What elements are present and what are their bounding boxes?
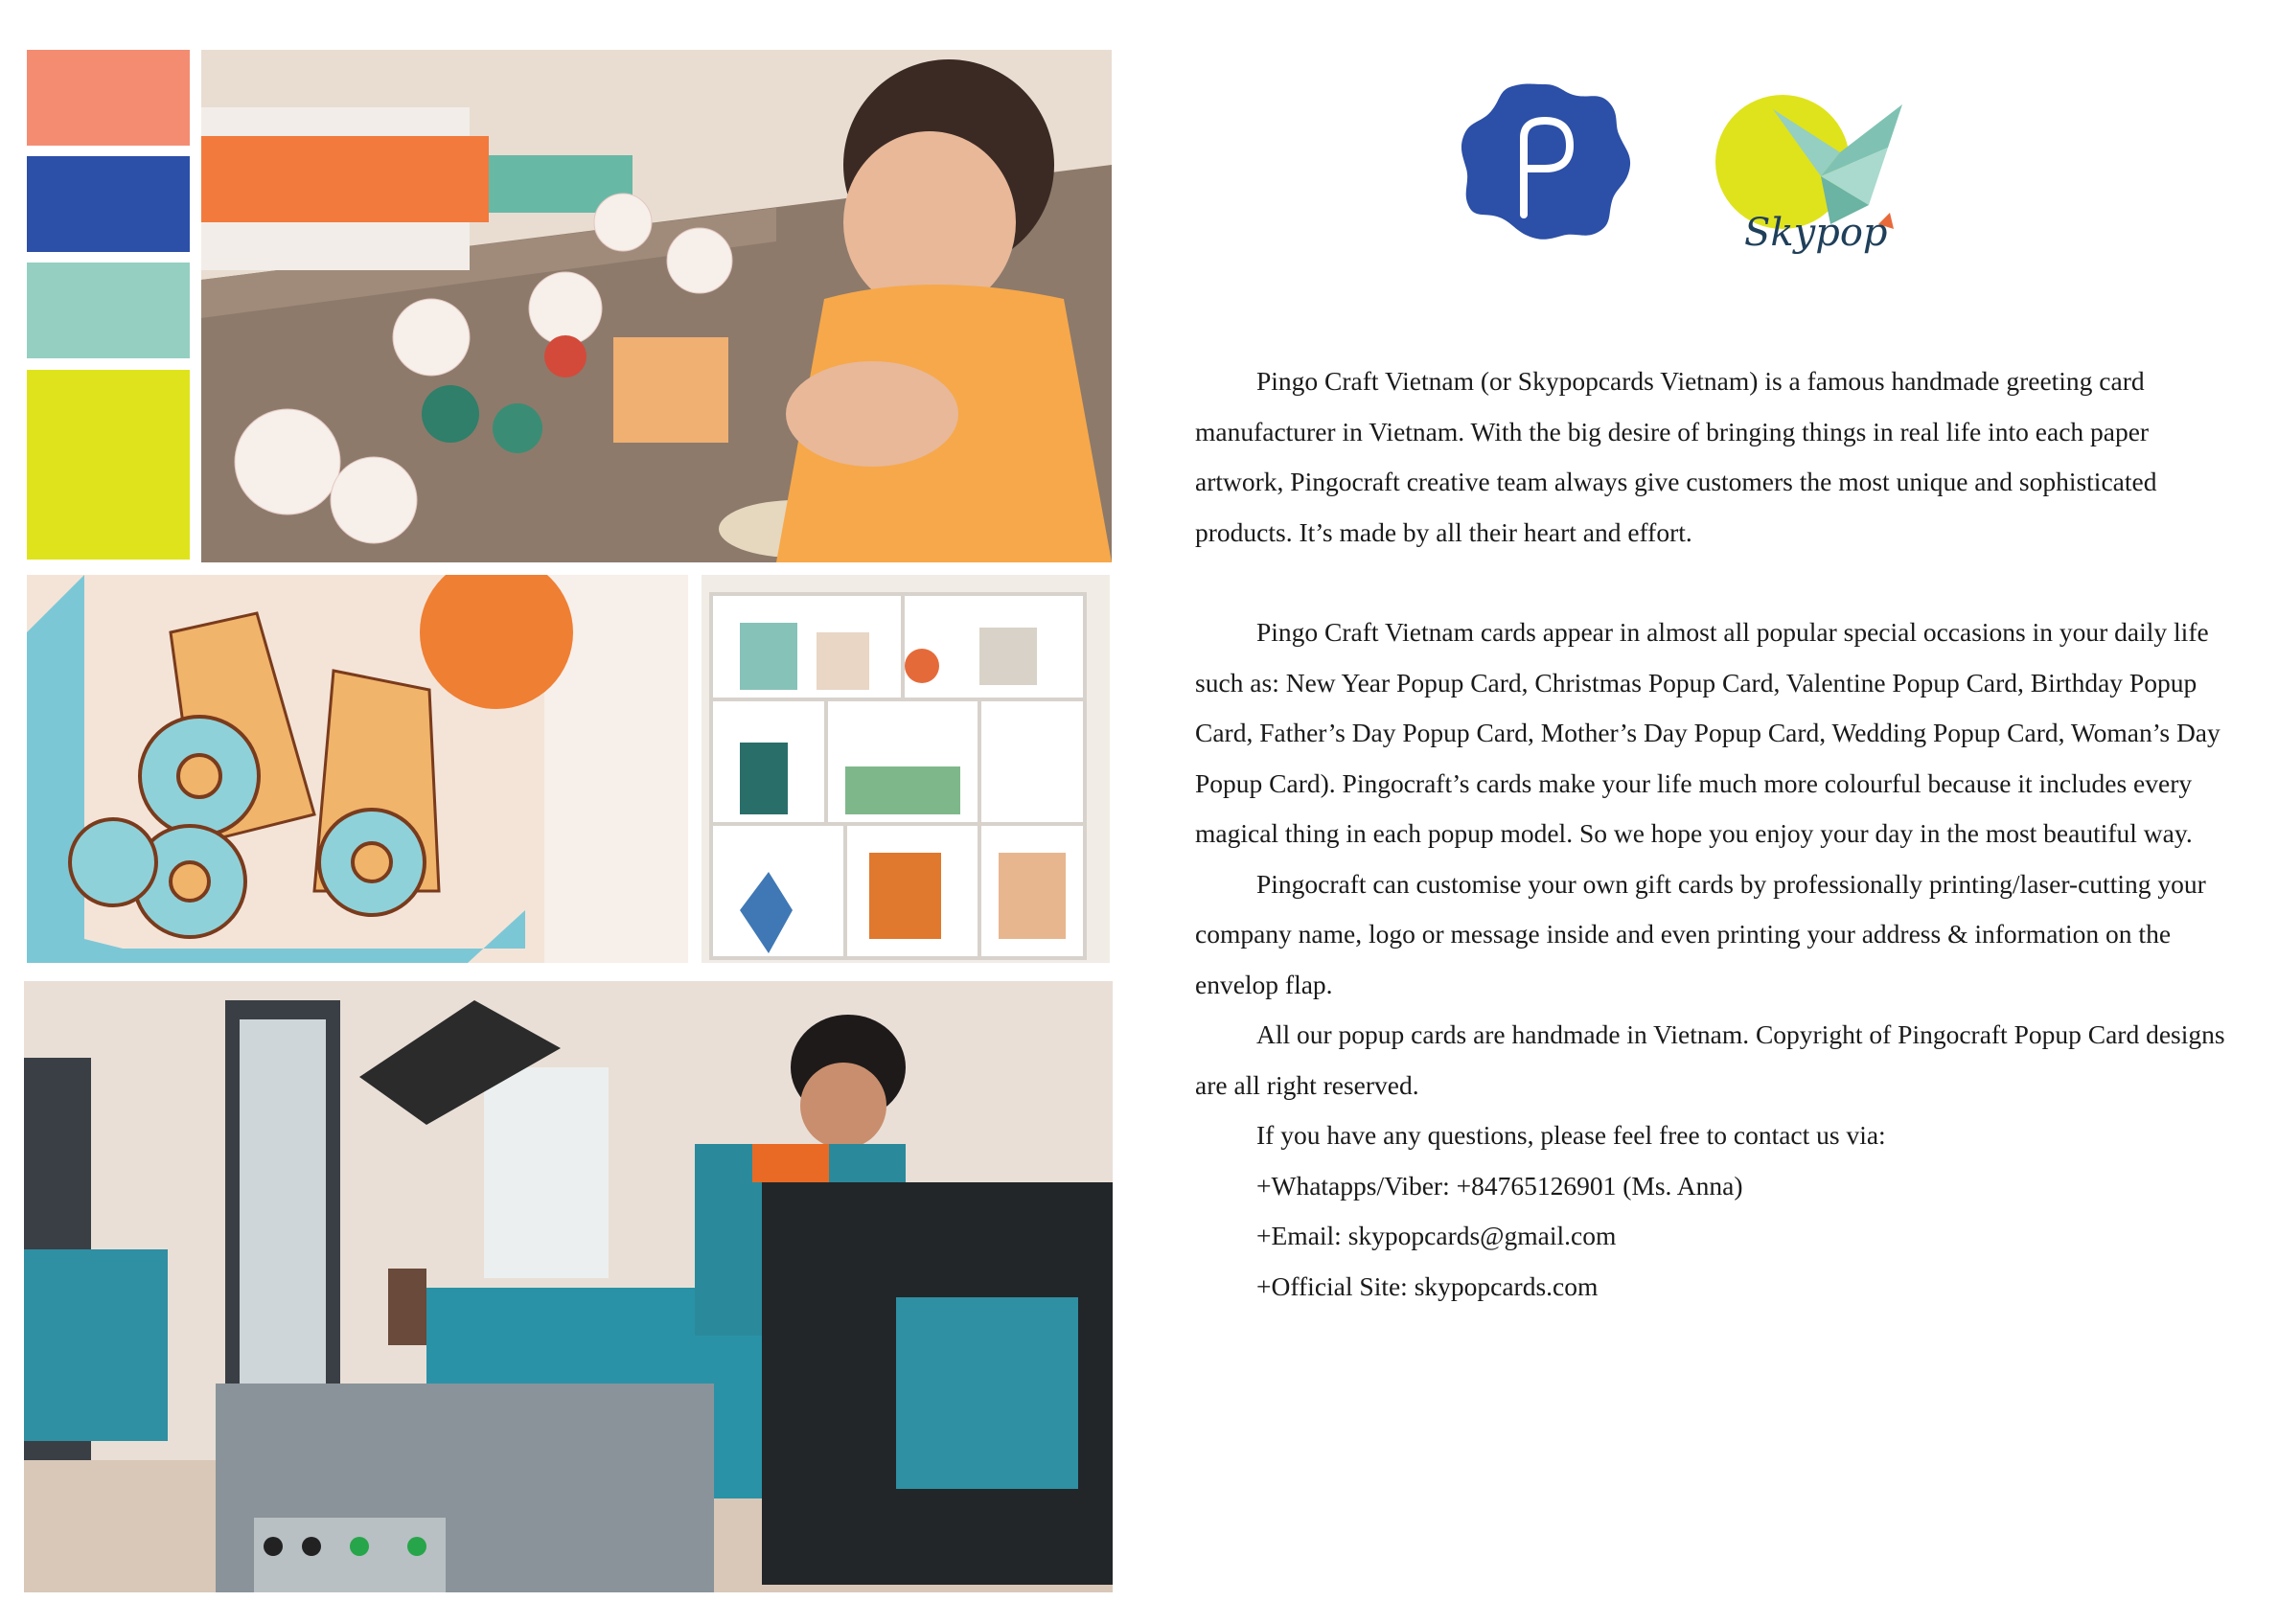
swatch-mint <box>27 263 190 358</box>
skypop-origami-bird-logo <box>1706 80 1926 263</box>
intro-paragraph: Pingo Craft Vietnam (or Skypopcards Vietnam) is a famous handmade greeting card manufacturer in Vietnam. With the big desire of bringing things in real life into each paper artwork, Pingocraft creative team always give customers the most unique and sophisticated products. It’s made by all their heart and effort. <box>1195 366 2157 547</box>
contact-intro: If you have any questions, please feel free to contact us via: <box>1256 1120 1886 1150</box>
occasions-paragraph: Pingo Craft Vietnam cards appear in almost all popular special occasions in your daily life such as: New Year Popup Card, Christmas Popup Card, Valentine Popup Card, Birthday Popup Card, Father’s Day Popup Card, Mother’s Day Popup Card, Wedding Popup Card, Woman’s Day Popup Card). Pingocraft’s cards make your life much more colourful because it includes every magical thing in each popup model. So we hope you enjoy your day in the most beautiful way. <box>1195 617 2220 848</box>
contact-phone: +Whatapps/Viber: +84765126901 (Ms. Anna) <box>1256 1170 1743 1201</box>
pingo-p-seal-logo <box>1457 80 1634 241</box>
skypop-wordmark: Skypop <box>1744 211 1888 255</box>
swatch-lime <box>27 370 190 560</box>
contact-site: +Official Site: skypopcards.com <box>1256 1270 1599 1301</box>
swatch-coral <box>27 50 190 146</box>
photo-worker-assembling-cards <box>201 50 1112 562</box>
photo-card-display-shelves <box>702 575 1110 963</box>
contact-email: +Email: skypopcards@gmail.com <box>1256 1221 1617 1250</box>
swatch-blue <box>27 156 190 252</box>
photo-donut-popup-cards <box>27 575 688 963</box>
about-text <box>1195 356 2230 1312</box>
photo-laser-cutting-workshop <box>24 981 1113 1592</box>
copyright-paragraph: All our popup cards are handmade in Vietnam. Copyright of Pingocraft Popup Card designs are all right reserved. <box>1195 1019 2225 1100</box>
customisation-paragraph: Pingocraft can customise your own gift cards by professionally printing/laser-cutting your company name, logo or message inside and even printing your address & information on the envelop flap. <box>1195 868 2206 999</box>
